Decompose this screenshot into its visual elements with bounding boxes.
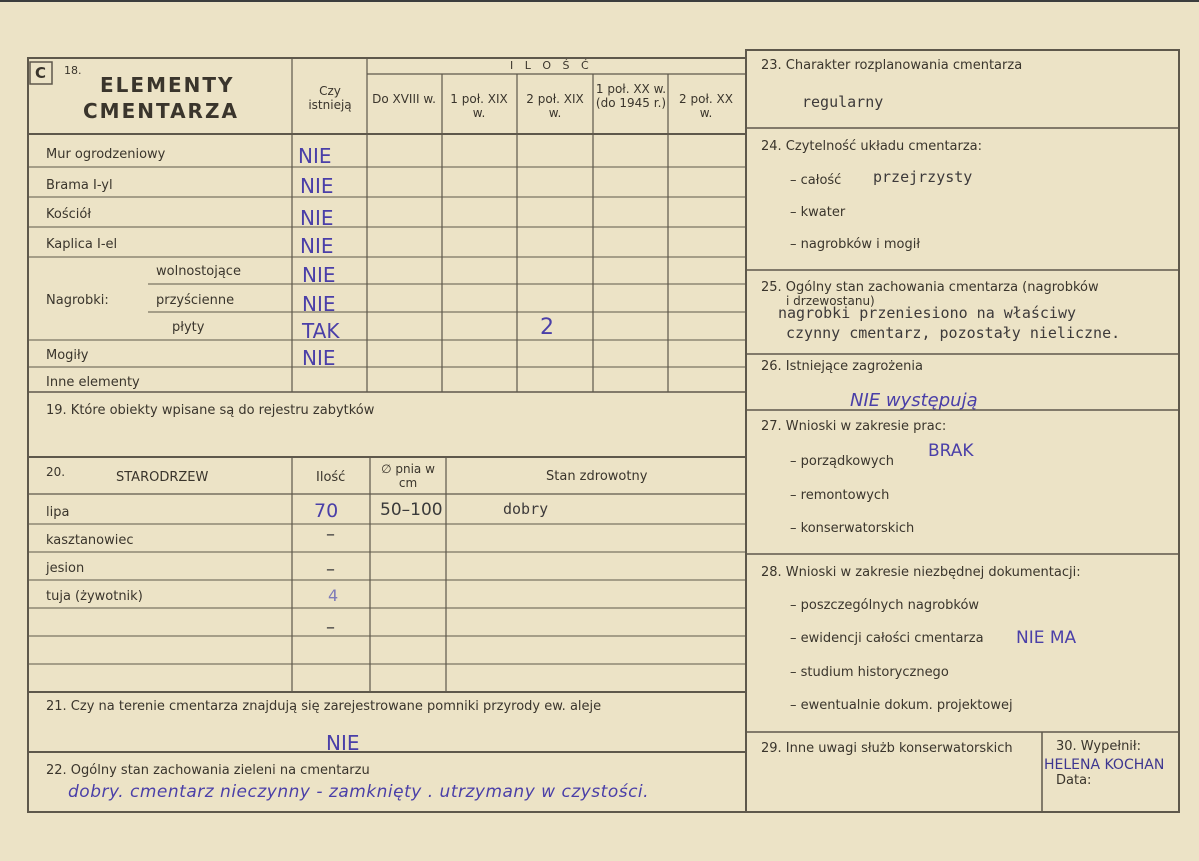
section-23-label: 23. Charakter rozplanowania cmentarza — [761, 58, 1023, 73]
section-24-item: – nagrobków i mogił — [790, 237, 921, 252]
section-21-label: 21. Czy na terenie cmentarza znajdują się zarejestrowane pomniki przyrody ew. aleje — [46, 699, 602, 714]
czy-value: TAK — [302, 319, 340, 343]
section-18-number: 18. — [64, 64, 82, 77]
plyty-count: 2 — [540, 315, 554, 340]
czy-value: NIE — [298, 144, 332, 168]
row-label: Mur ogrodzeniowy — [46, 147, 166, 162]
section-20-number: 20. — [46, 465, 66, 479]
period-column: Do XVIII w. — [372, 92, 436, 106]
tree-name: jesion — [46, 561, 85, 576]
section-27-label: 27. Wnioski w zakresie prac: — [761, 419, 947, 434]
period-column: 1 poł. XX w. (do 1945 r.) — [595, 82, 667, 110]
section-24-item: – całość — [790, 173, 842, 188]
section-26-value: NIE występują — [850, 390, 978, 411]
row-label: Kaplica I-el — [46, 237, 118, 252]
section-22-label: 22. Ogólny stan zachowania zieleni na cmentarzu — [46, 763, 370, 778]
tree-count: – — [326, 559, 335, 580]
column-czy-istnieja: Czy istnieją — [308, 84, 352, 112]
row-label: Kościół — [46, 207, 92, 222]
row-sublabel: płyty — [172, 320, 205, 335]
czy-value: NIE — [302, 346, 336, 370]
section-30-date-label: Data: — [1056, 773, 1092, 788]
period-column: 2 poł. XIX w. — [526, 92, 584, 120]
row-label-nagrobki: Nagrobki: — [46, 293, 109, 308]
row-sublabel: przyścienne — [156, 293, 235, 308]
section-letter: C — [35, 64, 47, 82]
tree-count: 70 — [314, 500, 339, 522]
column-ilosc: Ilość — [316, 470, 346, 485]
section-27-item: – remontowych — [790, 488, 890, 503]
section-24-label: 24. Czytelność układu cmentarza: — [761, 139, 983, 154]
section-18-title-line1: ELEMENTY — [100, 73, 235, 97]
inventory-card — [0, 2, 1199, 861]
section-27-item: – porządkowych — [790, 454, 894, 469]
section-25-value: nagrobki przeniesiono na właściwy — [778, 304, 1077, 322]
ilosc-header: I L O Ś Ć — [510, 59, 593, 72]
section-25-label: i drzewostanu) — [786, 294, 875, 308]
row-label: Brama I-yl — [46, 178, 113, 193]
section-28-item: – ewidencji całości cmentarza — [790, 631, 984, 646]
section-23-value: regularny — [802, 93, 884, 111]
tree-trunk-diameter: 50–100 — [380, 500, 443, 520]
row-sublabel: wolnostojące — [156, 264, 241, 279]
section-28-label: 28. Wnioski w zakresie niezbędnej dokumentacji: — [761, 565, 1081, 580]
section-30-name: HELENA KOCHAN — [1044, 757, 1165, 773]
czy-value: NIE — [302, 292, 336, 316]
section-26-label: 26. Istniejące zagrożenia — [761, 359, 923, 374]
section-25-value: czynny cmentarz, pozostały nieliczne. — [786, 324, 1121, 342]
row-label: Inne elementy — [46, 375, 140, 390]
section-25-label: 25. Ogólny stan zachowania cmentarza (nagrobków — [761, 280, 1099, 295]
form-rules — [0, 2, 1199, 861]
czy-value: NIE — [300, 234, 334, 258]
row-label: Mogiły — [46, 348, 89, 363]
tree-name: lipa — [46, 505, 70, 520]
section-22-value: dobry. cmentarz nieczynny - zamknięty . utrzymany w czystości. — [68, 782, 650, 802]
tree-health: dobry — [503, 500, 549, 518]
czy-value: NIE — [300, 174, 334, 198]
czy-value: NIE — [300, 206, 334, 230]
tree-name: tuja (żywotnik) — [46, 589, 143, 604]
section-30-label: 30. Wypełnił: — [1056, 739, 1141, 754]
section-27-item: – konserwatorskich — [790, 521, 915, 536]
czy-value: NIE — [302, 263, 336, 287]
period-column: 2 poł. XX w. — [679, 92, 733, 120]
column-pnia: ∅ pnia w cm — [381, 462, 435, 490]
section-24-item: – kwater — [790, 205, 846, 220]
section-28-item: – poszczególnych nagrobków — [790, 598, 980, 613]
section-21-value: NIE — [326, 731, 360, 755]
section-28-item: – ewentualnie dokum. projektowej — [790, 698, 1013, 713]
section-18-title-line2: CMENTARZA — [83, 99, 239, 123]
section-19-label: 19. Które obiekty wpisane są do rejestru zabytków — [46, 403, 375, 418]
period-column: 1 poł. XIX w. — [450, 92, 508, 120]
section-28-ewidencja-value: NIE MA — [1016, 628, 1077, 648]
tree-name: kasztanowiec — [46, 533, 134, 548]
section-29-label: 29. Inne uwagi służb konserwatorskich — [761, 741, 1013, 756]
tree-count: – — [326, 524, 335, 545]
section-20-title: STARODRZEW — [116, 470, 209, 485]
section-27-value: BRAK — [928, 441, 974, 461]
section-28-item: – studium historycznego — [790, 665, 949, 680]
tree-count: 4 — [328, 586, 339, 605]
tree-count: – — [326, 617, 335, 638]
column-stan: Stan zdrowotny — [546, 469, 648, 484]
section-24-calosc-value: przejrzysty — [873, 168, 973, 186]
